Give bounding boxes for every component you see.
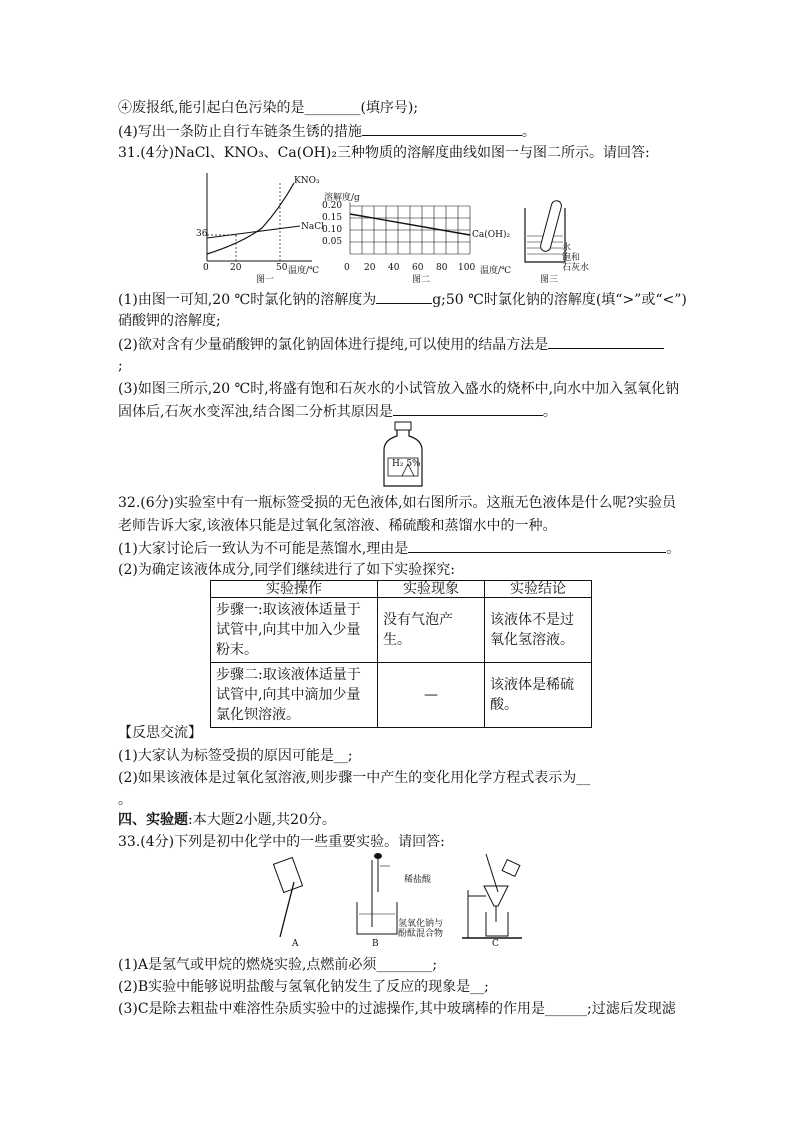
q31-part3: (3)如图三所示,20 ℃时,将盛有饱和石灰水的小试管放入盛水的烧杯中,向水中加入氢氧化钠 <box>118 381 680 397</box>
answer-blank <box>408 538 666 553</box>
mixture-label-2: 酚酞混合物 <box>398 929 444 939</box>
q31-part3-cont <box>118 401 557 422</box>
q31-3-text: 固体后,石灰水变浑浊,结合图二分析其原因是 <box>118 404 393 420</box>
test-tube <box>539 200 562 253</box>
q32-title: 32.(6分)实验室中有一瓶标签受损的无色液体,如右图所示。这瓶无色液体是什么呢?实验员 <box>118 495 677 511</box>
fig1-tick-20: 20 <box>230 263 242 273</box>
q4-end: 。 <box>521 124 536 140</box>
q33-title: 33.(4分)下列是初中化学中的一些重要实验。请回答: <box>118 834 445 850</box>
q4-text: (4)写出一条防止自行车链条生锈的措施 <box>118 124 362 140</box>
apparatus-a <box>273 857 302 937</box>
table-row <box>211 663 592 728</box>
q32-title-cont: 老师告诉大家,该液体只能是过氧化氢溶液、稀硫酸和蒸馏水中的一种。 <box>118 518 557 534</box>
fig3-limewater-label: 石灰水 <box>562 263 590 273</box>
apparatus-b <box>357 853 397 934</box>
fig2-ytick-005: 0.05 <box>322 237 343 247</box>
table-row <box>211 598 592 663</box>
q31-part2-end: ; <box>118 358 123 374</box>
cell-line: 氯化钡溶液。 <box>216 707 300 723</box>
fig2-ylabel: 溶解度/g <box>324 193 360 203</box>
fig1-caption: 图一 <box>256 275 275 285</box>
q32-part1 <box>118 538 680 559</box>
kno3-curve <box>207 183 294 254</box>
cell-line: 氧化氢溶液。 <box>490 632 574 648</box>
answer-blank <box>362 121 522 136</box>
table-cell-operation <box>211 598 378 663</box>
q32-1-end: 。 <box>666 541 681 557</box>
q33-part2: (2)B实验中能够说明盐酸与氢氧化钠发生了反应的现象是__; <box>118 979 489 995</box>
nacl-curve <box>207 226 300 238</box>
q31-2-text: (2)欲对含有少量硝酸钾的氯化钠固体进行提纯,可以使用的结晶方法是 <box>118 337 549 353</box>
table-cell-operation <box>211 663 378 728</box>
fig2-caption: 图二 <box>412 275 431 285</box>
label-c: C <box>492 939 499 949</box>
q31-part1-cont: 硝酸钾的溶解度; <box>118 313 221 329</box>
fig3-water-label: 水 <box>562 243 572 253</box>
section-four-heading <box>118 810 336 830</box>
cell-line: 试管中,向其中滴加少量 <box>216 687 361 703</box>
fig1-xlabel: 温度/℃ <box>288 266 320 276</box>
q31-3-end: 。 <box>542 404 557 420</box>
fig2-xtick-40: 40 <box>388 263 400 273</box>
fig2-xlabel: 温度/℃ <box>480 266 512 276</box>
reflection-q2: (2)如果该液体是过氧化氢溶液,则步骤一中产生的变化用化学方程式表示为__ <box>118 770 591 786</box>
fig1-tick-50: 50 <box>276 263 288 273</box>
line-q4 <box>118 121 536 142</box>
fig1-nacl-label: NaCl <box>301 222 325 232</box>
cell-line: 步骤二:取该液体适量于 <box>216 667 361 683</box>
figure-two-chart <box>340 196 480 266</box>
q31-1-text: (1)由图一可知,20 ℃时氯化钠的溶解度为 <box>118 292 377 308</box>
label-a: A <box>292 939 299 949</box>
fig3-caption: 图三 <box>540 275 559 285</box>
acid-label: 稀盐酸 <box>404 875 432 885</box>
table-header: 实验现象 <box>378 581 485 598</box>
q31-part1 <box>118 289 687 310</box>
table-cell-conclusion <box>485 663 592 728</box>
cell-line: 酸。 <box>490 697 518 713</box>
fig2-ytick-020: 0.20 <box>322 201 343 211</box>
table-header: 实验结论 <box>485 581 592 598</box>
fig1-tick-0: 0 <box>203 263 209 273</box>
fig2-xtick-0: 0 <box>344 263 350 273</box>
fig2-xtick-100: 100 <box>458 263 476 273</box>
table-cell-phenomenon: 没有气泡产生。 <box>378 598 485 663</box>
table-header-row <box>211 581 592 598</box>
fig1-kno3-label: KNO₃ <box>294 176 320 186</box>
table-cell-phenomenon: — <box>378 663 485 728</box>
label-b: B <box>372 939 379 949</box>
fig2-ytick-010: 0.10 <box>322 225 343 235</box>
answer-blank <box>376 289 432 304</box>
experiment-table <box>210 580 592 728</box>
table-cell-conclusion <box>485 598 592 663</box>
fig1-y36-label: 36 <box>196 229 208 239</box>
reflection-q2-end: 。 <box>118 792 132 808</box>
cell-line: 该液体是稀硫 <box>490 677 574 693</box>
fig2-series-label: Ca(OH)₂ <box>472 230 511 240</box>
q33-part1: (1)A是氢气或甲烷的燃烧实验,点燃前必须________; <box>118 957 438 973</box>
apparatus-c <box>462 854 522 938</box>
bottle-label-text: H₂ 5% <box>392 459 421 469</box>
fig2-xtick-80: 80 <box>436 263 448 273</box>
q31-part2 <box>118 334 664 355</box>
fig2-grid <box>350 202 470 254</box>
fig2-xtick-60: 60 <box>412 263 424 273</box>
section-four-desc: :本大题2小题,共20分。 <box>188 812 336 828</box>
table-header: 实验操作 <box>211 581 378 598</box>
cell-line: 步骤一:取该液体适量于 <box>216 602 361 618</box>
q32-part2: (2)为确定该液体成分,同学们继续进行了如下实验探究: <box>118 562 455 578</box>
fig3-saturated-label: 饱和 <box>562 253 581 263</box>
q32-1-text: (1)大家讨论后一致认为不可能是蒸馏水,理由是 <box>118 541 409 557</box>
reflection-heading: 【反思交流】 <box>118 725 202 741</box>
reagent-bottle <box>378 420 428 490</box>
reflection-q1: (1)大家认为标签受损的原因可能是__; <box>118 748 353 764</box>
line-waste-paper: ④废报纸,能引起白色污染的是________(填序号); <box>118 100 419 116</box>
cell-line: 该液体不是过 <box>490 612 574 628</box>
cell-line: 粉末。 <box>216 642 258 658</box>
fig2-ytick-015: 0.15 <box>322 213 343 223</box>
q31-title: 31.(4分)NaCl、KNO₃、Ca(OH)₂三种物质的溶解度曲线如图一与图二所示。请回答: <box>118 145 650 161</box>
fig2-xtick-20: 20 <box>364 263 376 273</box>
q33-part3: (3)C是除去粗盐中难溶性杂质实验中的过滤操作,其中玻璃棒的作用是______;过滤后发现滤 <box>118 1001 676 1017</box>
cell-line: 试管中,向其中加入少量 <box>216 622 361 638</box>
q31-1-text2: g;50 ℃时氯化钠的溶解度(填“>”或“<”) <box>432 292 687 308</box>
answer-blank <box>548 334 664 349</box>
section-four-title: 四、实验题 <box>118 812 188 828</box>
answer-blank <box>393 401 543 416</box>
mixture-label-1: 氢氧化钠与 <box>398 919 444 929</box>
